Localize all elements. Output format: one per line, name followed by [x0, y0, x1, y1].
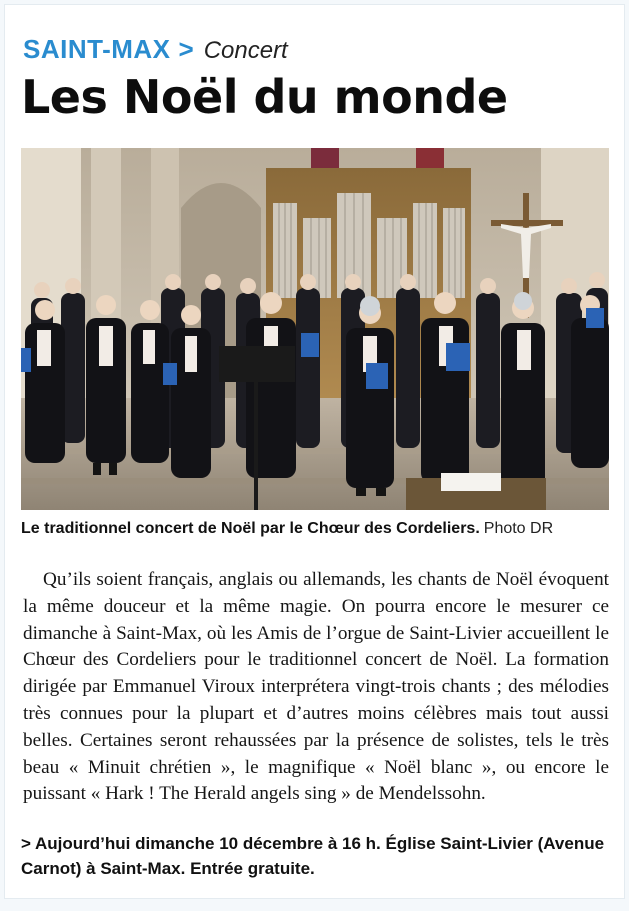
- kicker: [23, 33, 288, 67]
- kicker-location: SAINT-MAX: [23, 34, 171, 64]
- headline: Les Noël du monde: [21, 70, 508, 124]
- kicker-separator-icon: >: [178, 34, 194, 64]
- photo-credit: Photo DR: [483, 520, 554, 537]
- photo-caption: [21, 517, 611, 541]
- choir-photo: [21, 148, 609, 510]
- caption-text: Le traditionnel concert de Noël par le Chœur des Cordeliers.: [21, 520, 480, 537]
- kicker-category: Concert: [203, 37, 288, 64]
- article-clipping: [4, 4, 625, 899]
- article-body: Qu’ils soient français, anglais ou allemands, les chants de Noël évoquent la même douceur et la même magie. On pourra encore le mesurer ce dimanche à Saint-Max, où les Amis de l’orgue de Saint-Livier accueillent le Chœur des Cordeliers pour le traditionnel concert de Noël. La formation dirigée par Emmanuel Viroux interprétera vingt-trois chants ; des mélodies très connues pour la plupart et d’autres moins célèbres mais tout aussi belles. Certaines seront rehaussées par la présence de solistes, tels le très beau « Minuit chrétien », le magnifique « Noël blanc », ou encore le puissant « Hark ! The Herald angels sing » de Mendelssohn.: [23, 569, 609, 805]
- event-info: > Aujourd’hui dimanche 10 décembre à 16 h. Église Saint-Livier (Avenue Carnot) à Saint-Max. Entrée gratuite.: [21, 834, 605, 878]
